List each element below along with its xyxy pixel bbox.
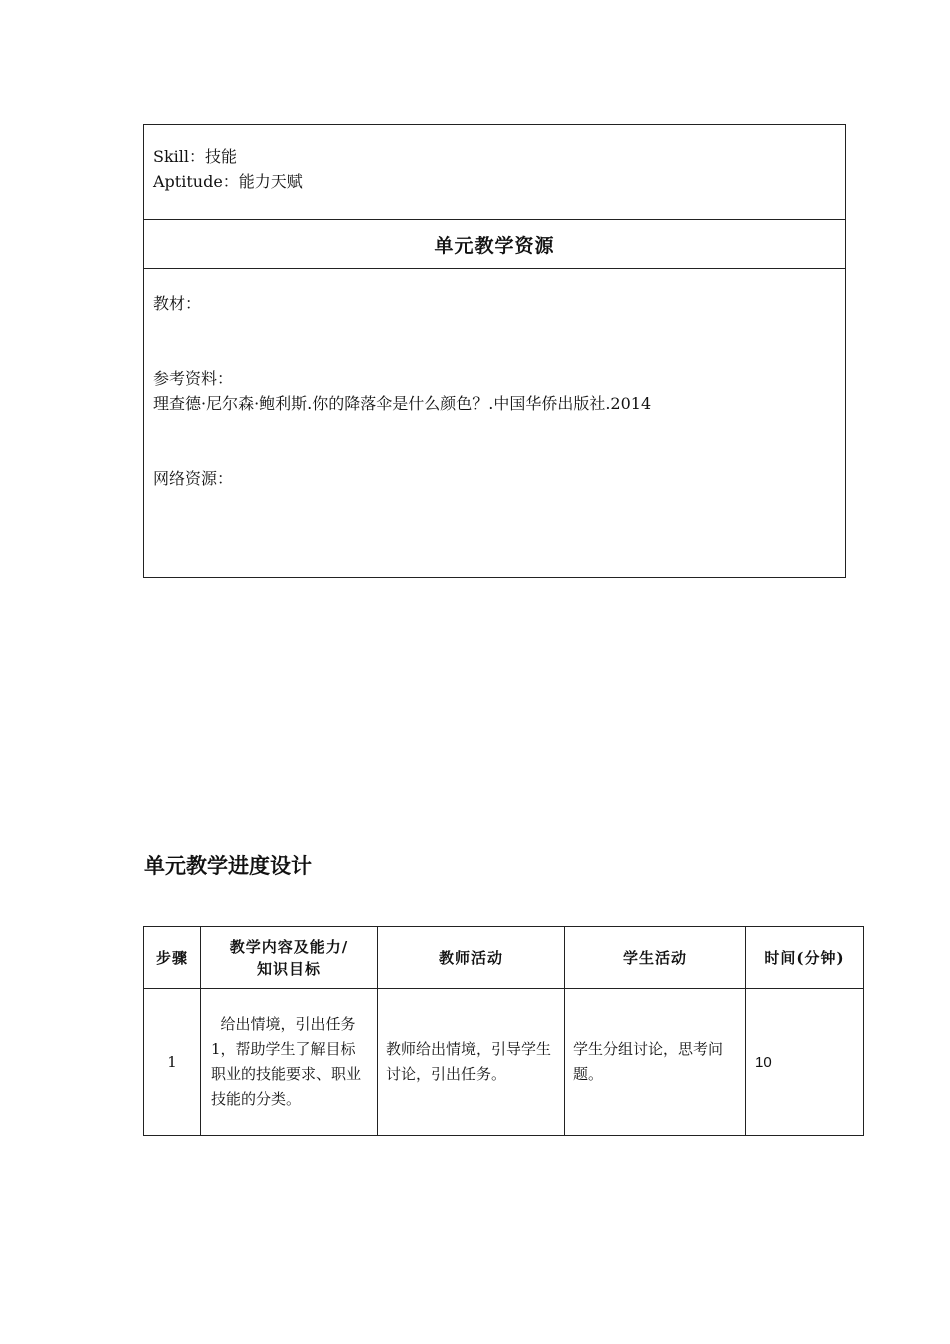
resource-box — [143, 124, 846, 578]
teacher-activity-cell: 教师给出情境，引导学生讨论，引出任务。 — [378, 989, 565, 1136]
content-cell: 给出情境，引出任务1，帮助学生了解目标职业的技能要求、职业技能的分类。 — [201, 989, 378, 1136]
schedule-heading: 单元教学进度设计 — [144, 853, 312, 878]
skill-definition: Skill：技能 — [153, 147, 238, 166]
textbook-label: 教材： — [153, 294, 202, 313]
table-row — [144, 989, 864, 1136]
header-student: 学生活动 — [565, 927, 746, 989]
step-number: 1 — [144, 989, 201, 1136]
header-content-line1: 教学内容及能力/ — [229, 937, 349, 956]
resource-title: 单元教学资源 — [144, 220, 845, 269]
header-teacher: 教师活动 — [378, 927, 565, 989]
time-cell: 10 — [746, 989, 864, 1136]
aptitude-definition: Aptitude：能力天赋 — [153, 172, 303, 191]
student-activity-cell: 学生分组讨论，思考问题。 — [565, 989, 746, 1136]
schedule-table — [143, 926, 864, 1136]
header-time: 时间(分钟) — [746, 927, 864, 989]
header-content — [201, 927, 378, 989]
vocab-row — [144, 125, 845, 220]
reference-label: 参考资料： — [153, 369, 234, 388]
reference-entry: 理查德·尼尔森·鲍利斯.你的降落伞是什么颜色？.中国华侨出版社.2014 — [153, 394, 652, 413]
table-header-row — [144, 927, 864, 989]
web-resources-label: 网络资源： — [153, 469, 234, 488]
header-step: 步骤 — [144, 927, 201, 989]
header-content-line2: 知识目标 — [256, 959, 321, 978]
